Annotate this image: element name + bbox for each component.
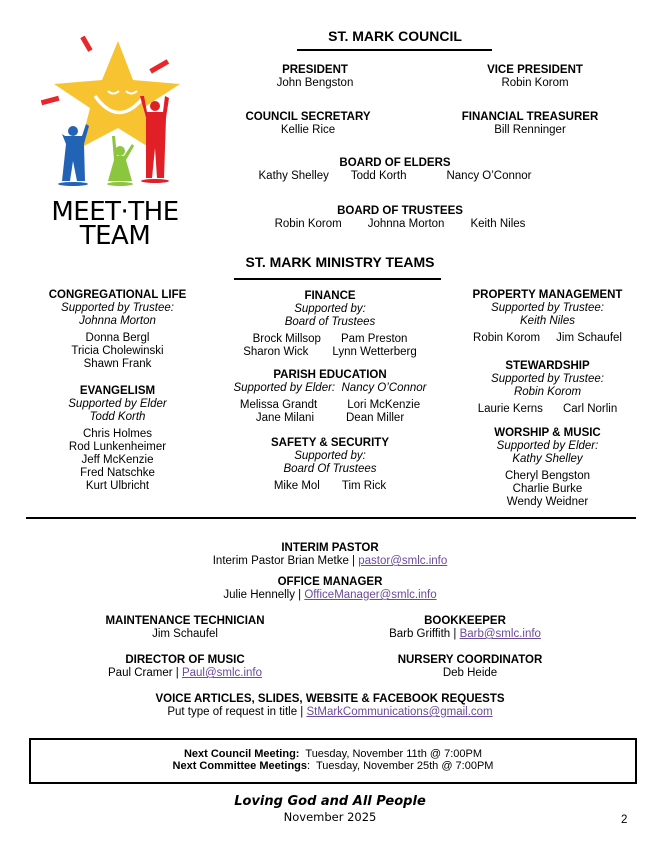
elder-name: Nancy O’Connor xyxy=(446,170,532,182)
committee-meeting-value: : Tuesday, November 25th @ 7:00PM xyxy=(307,760,494,772)
team-title: EVANGELISM xyxy=(79,385,156,397)
team-evangelism xyxy=(25,385,210,493)
team-title: FINANCE xyxy=(304,290,356,302)
team-support: Supported by Trustee: xyxy=(491,302,604,314)
treasurer-block xyxy=(440,111,620,137)
staff-name: Barb Griffith | xyxy=(389,628,460,640)
team-title: WORSHIP & MUSIC xyxy=(494,427,601,439)
team-member: Fred Natschke xyxy=(80,467,155,479)
team-member: Sharon Wick xyxy=(243,346,309,358)
team-support: Supported by Elder: Nancy O’Connor xyxy=(233,382,427,394)
page-number: 2 xyxy=(621,814,628,826)
office-manager-email-link[interactable]: OfficeManager@smlc.info xyxy=(304,589,437,601)
team-support: Supported by Elder: xyxy=(496,440,599,452)
team-member: Pam Preston xyxy=(340,333,408,345)
council-meeting-value: Tuesday, November 11th @ 7:00PM xyxy=(299,748,483,760)
team-property-management xyxy=(455,289,640,345)
team-member: Wendy Weidner xyxy=(506,496,589,508)
staff-name: Interim Pastor Brian Metke | xyxy=(212,555,359,567)
team-member: Laurie Kerns xyxy=(477,403,543,415)
team-support: Supported by Trustee: xyxy=(61,302,174,314)
team-member: Tricia Cholewinski xyxy=(71,345,164,357)
staff-name: Jim Schaufel xyxy=(152,628,218,640)
team-member: Cheryl Bengston xyxy=(504,470,591,482)
blue-person-shape xyxy=(58,124,89,186)
team-member: Jane Milani xyxy=(255,412,314,424)
star-people-icon xyxy=(40,36,190,196)
treasurer-name: Bill Renninger xyxy=(494,124,566,136)
trustees-block xyxy=(270,205,530,231)
staff-role: MAINTENANCE TECHNICIAN xyxy=(105,615,265,627)
team-worship-music xyxy=(455,427,640,509)
ray-shape xyxy=(149,59,169,73)
logo-line-2: TEAM xyxy=(79,221,151,251)
team-member: Tim Rick xyxy=(341,480,387,492)
elder-name: Kathy Shelley xyxy=(258,170,329,182)
team-member: Melissa Grandt xyxy=(239,399,318,411)
team-member: Kurt Ulbricht xyxy=(85,480,150,492)
trustee-name: Keith Niles xyxy=(470,218,526,230)
ray-shape xyxy=(41,96,60,105)
team-support: Board of Trustees xyxy=(284,316,376,328)
team-member: Charlie Burke xyxy=(512,483,583,495)
secretary-role: COUNCIL SECRETARY xyxy=(245,111,371,123)
elders-role: BOARD OF ELDERS xyxy=(339,157,451,169)
council-title-underline xyxy=(297,49,492,51)
ray-shape xyxy=(80,36,92,52)
secretary-block xyxy=(228,111,388,137)
team-member: Jeff McKenzie xyxy=(81,454,154,466)
council-meeting-label: Next Council Meeting: xyxy=(183,748,300,760)
vice-president-role: VICE PRESIDENT xyxy=(487,64,583,76)
team-safety-security xyxy=(225,437,435,493)
team-member: Jim Schaufel xyxy=(556,332,622,344)
team-member: Carl Norlin xyxy=(562,403,618,415)
team-support: Supported by Elder xyxy=(68,398,167,410)
ministry-title: ST. MARK MINISTRY TEAMS xyxy=(245,254,435,270)
staff-name: Put type of request in title | xyxy=(167,706,307,718)
staff-role: NURSERY COORDINATOR xyxy=(397,654,543,666)
team-support: Keith Niles xyxy=(520,315,575,327)
team-support: Todd Korth xyxy=(89,411,146,423)
logo-line-1: MEET·THE xyxy=(51,197,179,227)
staff-name: Paul Cramer | xyxy=(108,667,182,679)
staff-role: BOOKKEEPER xyxy=(424,615,506,627)
team-support: Kathy Shelley xyxy=(512,453,583,465)
team-member: Lynn Wetterberg xyxy=(332,346,417,358)
staff-maintenance xyxy=(90,615,280,641)
treasurer-role: FINANCIAL TREASURER xyxy=(461,111,599,123)
elder-name: Todd Korth xyxy=(350,170,407,182)
elders-block xyxy=(250,157,540,183)
staff-name: Deb Heide xyxy=(442,667,498,679)
team-member: Chris Holmes xyxy=(82,428,152,440)
footer-tagline: Loving God and All People xyxy=(234,794,426,809)
trustee-name: Johnna Morton xyxy=(367,218,445,230)
team-member: Brock Millsop xyxy=(252,333,321,345)
team-congregational-life xyxy=(25,289,210,371)
trustee-name: Robin Korom xyxy=(274,218,342,230)
music-director-email-link[interactable]: Paul@smlc.info xyxy=(181,667,262,679)
staff-interim-pastor xyxy=(130,542,530,568)
secretary-name: Kellie Rice xyxy=(280,124,336,136)
team-title: SAFETY & SECURITY xyxy=(271,437,389,449)
footer-date: November 2025 xyxy=(283,810,377,824)
team-support: Johnna Morton xyxy=(79,315,156,327)
team-parish-education xyxy=(225,369,435,425)
staff-role: DIRECTOR OF MUSIC xyxy=(125,654,245,666)
team-finance xyxy=(225,290,435,359)
council-title: ST. MARK COUNCIL xyxy=(328,28,462,44)
vice-president-name: Robin Korom xyxy=(501,77,569,89)
section-divider xyxy=(26,517,636,519)
meet-the-team-logo xyxy=(40,36,190,251)
staff-name: Julie Hennelly | xyxy=(223,589,305,601)
staff-nursery xyxy=(370,654,570,680)
staff-role: VOICE ARTICLES, SLIDES, WEBSITE & FACEBOOK REQUESTS xyxy=(155,693,505,705)
staff-office-manager xyxy=(130,576,530,602)
ministry-title-underline xyxy=(234,278,441,280)
committee-meeting-label: Next Committee Meetings xyxy=(172,760,308,772)
team-member: Rod Lunkenheimer xyxy=(68,441,167,453)
communications-email-link[interactable]: StMarkCommunications@gmail.com xyxy=(306,706,493,718)
team-member: Donna Bergl xyxy=(85,332,150,344)
meetings-box xyxy=(29,738,637,784)
team-support: Supported by: xyxy=(294,450,366,462)
team-stewardship xyxy=(455,360,640,416)
team-support: Supported by Trustee: xyxy=(491,373,604,385)
pastor-email-link[interactable]: pastor@smlc.info xyxy=(358,555,448,567)
president-block xyxy=(245,64,385,90)
team-support: Supported by: xyxy=(294,303,366,315)
staff-director-of-music xyxy=(90,654,280,680)
staff-requests xyxy=(100,693,560,719)
president-role: PRESIDENT xyxy=(282,64,348,76)
vice-president-block xyxy=(455,64,615,90)
team-title: CONGREGATIONAL LIFE xyxy=(48,289,187,301)
team-member: Shawn Frank xyxy=(83,358,152,370)
team-support: Robin Korom xyxy=(513,386,582,398)
team-member: Dean Miller xyxy=(346,412,405,424)
staff-bookkeeper xyxy=(370,615,560,641)
staff-role: OFFICE MANAGER xyxy=(277,576,383,588)
green-person-shape xyxy=(107,136,134,186)
bookkeeper-email-link[interactable]: Barb@smlc.info xyxy=(459,628,541,640)
team-title: PARISH EDUCATION xyxy=(273,369,387,381)
team-member: Mike Mol xyxy=(273,480,320,492)
team-member: Lori McKenzie xyxy=(347,399,421,411)
team-support: Board Of Trustees xyxy=(283,463,377,475)
staff-role: INTERIM PASTOR xyxy=(281,542,379,554)
team-title: PROPERTY MANAGEMENT xyxy=(472,289,623,301)
trustees-role: BOARD OF TRUSTEES xyxy=(337,205,463,217)
team-member: Robin Korom xyxy=(473,332,541,344)
president-name: John Bengston xyxy=(276,77,354,89)
team-title: STEWARDSHIP xyxy=(505,360,590,372)
